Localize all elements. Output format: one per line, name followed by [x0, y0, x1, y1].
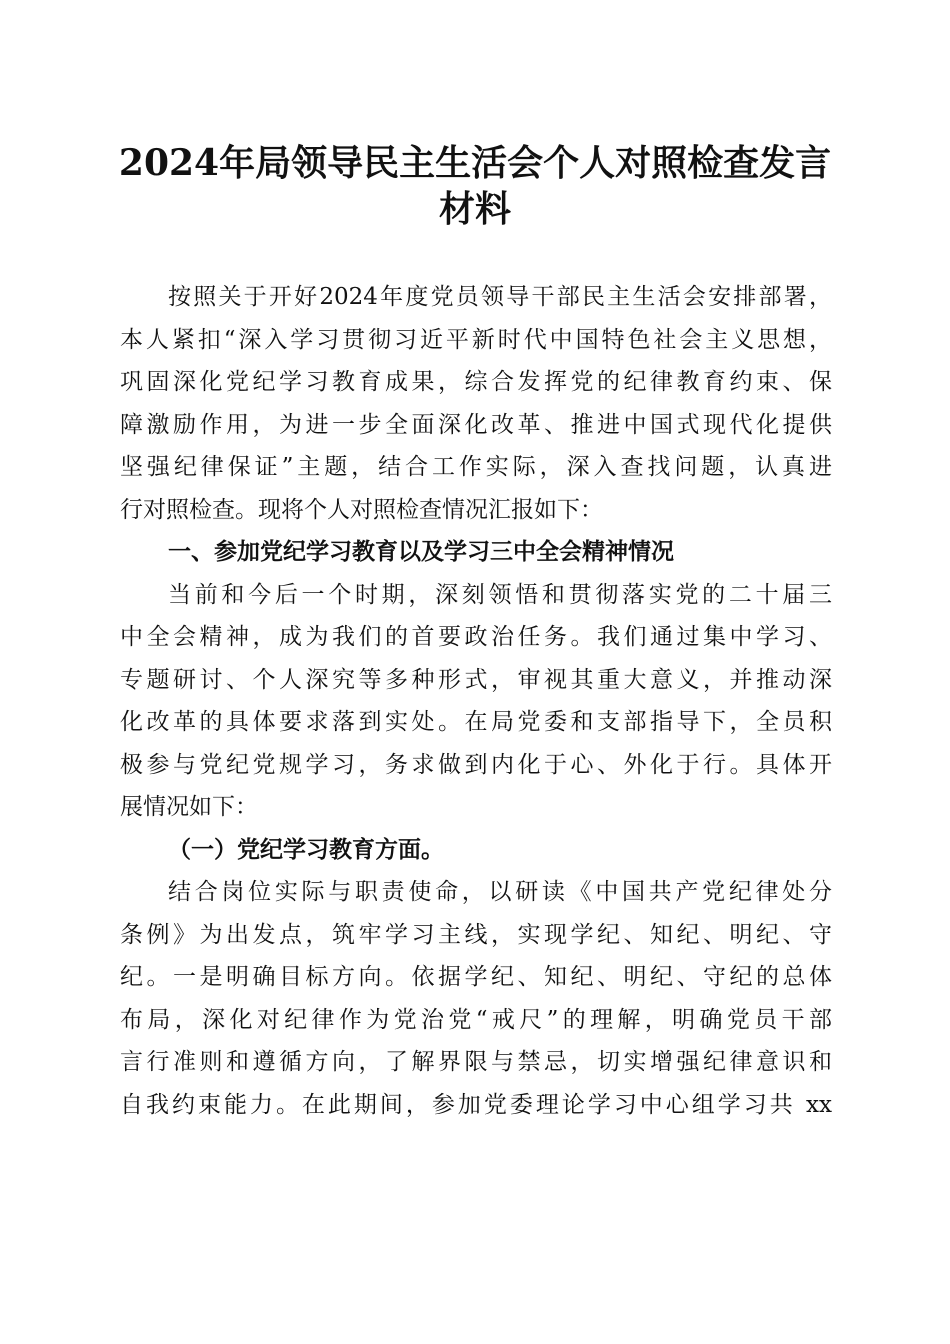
- paragraph-line: 展情况如下：: [120, 794, 258, 820]
- paragraph-line: 本人紧扣“深入学习贯彻习近平新时代中国特色社会主义思想，: [120, 326, 832, 353]
- paragraph-line: 布局，深化对纪律作为党治党“戒尺”的理解，明确党员干部: [120, 1006, 832, 1033]
- document-title: [110, 140, 840, 232]
- paragraph-line: 坚强纪律保证”主题，结合工作实际，深入查找问题，认真进: [120, 454, 832, 480]
- title-line-1: 2024年局领导民主生活会个人对照检查发言: [118, 142, 832, 184]
- paragraph-line: 条例》为出发点，筑牢学习主线，实现学纪、知纪、明纪、守: [120, 921, 832, 948]
- paragraph-line: 化改革的具体要求落到实处。在局党委和支部指导下，全员积: [120, 709, 832, 735]
- paragraph-line: 结合岗位实际与职责使命，以研读《中国共产党纪律处分: [168, 879, 832, 905]
- paragraph-line: 自我约束能力。在此期间，参加党委理论学习中心组学习共 xx: [120, 1091, 832, 1118]
- paragraph-line: 障激励作用，为进一步全面深化改革、推进中国式现代化提供: [120, 411, 832, 438]
- subsection-heading: （一）党纪学习教育方面。: [168, 835, 444, 863]
- paragraph-line: 专题研讨、个人深究等多种形式，审视其重大意义，并推动深: [120, 666, 832, 693]
- paragraph-line: 言行准则和遵循方向，了解界限与禁忌，切实增强纪律意识和: [120, 1049, 832, 1075]
- paragraph-line: 按照关于开好2024年度党员领导干部民主生活会安排部署，: [168, 284, 832, 310]
- paragraph-line: 当前和今后一个时期，深刻领悟和贯彻落实党的二十届三: [168, 581, 832, 608]
- paragraph-line: 中全会精神，成为我们的首要政治任务。我们通过集中学习、: [120, 624, 832, 650]
- paragraph-line: 纪。一是明确目标方向。依据学纪、知纪、明纪、守纪的总体: [120, 964, 832, 990]
- paragraph-line: 巩固深化党纪学习教育成果，综合发挥党的纪律教育约束、保: [120, 369, 832, 395]
- document-body: [120, 276, 832, 1126]
- section-heading: 一、参加党纪学习教育以及学习三中全会精神情况: [168, 539, 674, 565]
- title-line-2: 材料: [438, 188, 511, 230]
- paragraph-line: 极参与党纪党规学习，务求做到内化于心、外化于行。具体开: [120, 751, 832, 778]
- paragraph-line: 行对照检查。现将个人对照检查情况汇报如下：: [120, 496, 603, 523]
